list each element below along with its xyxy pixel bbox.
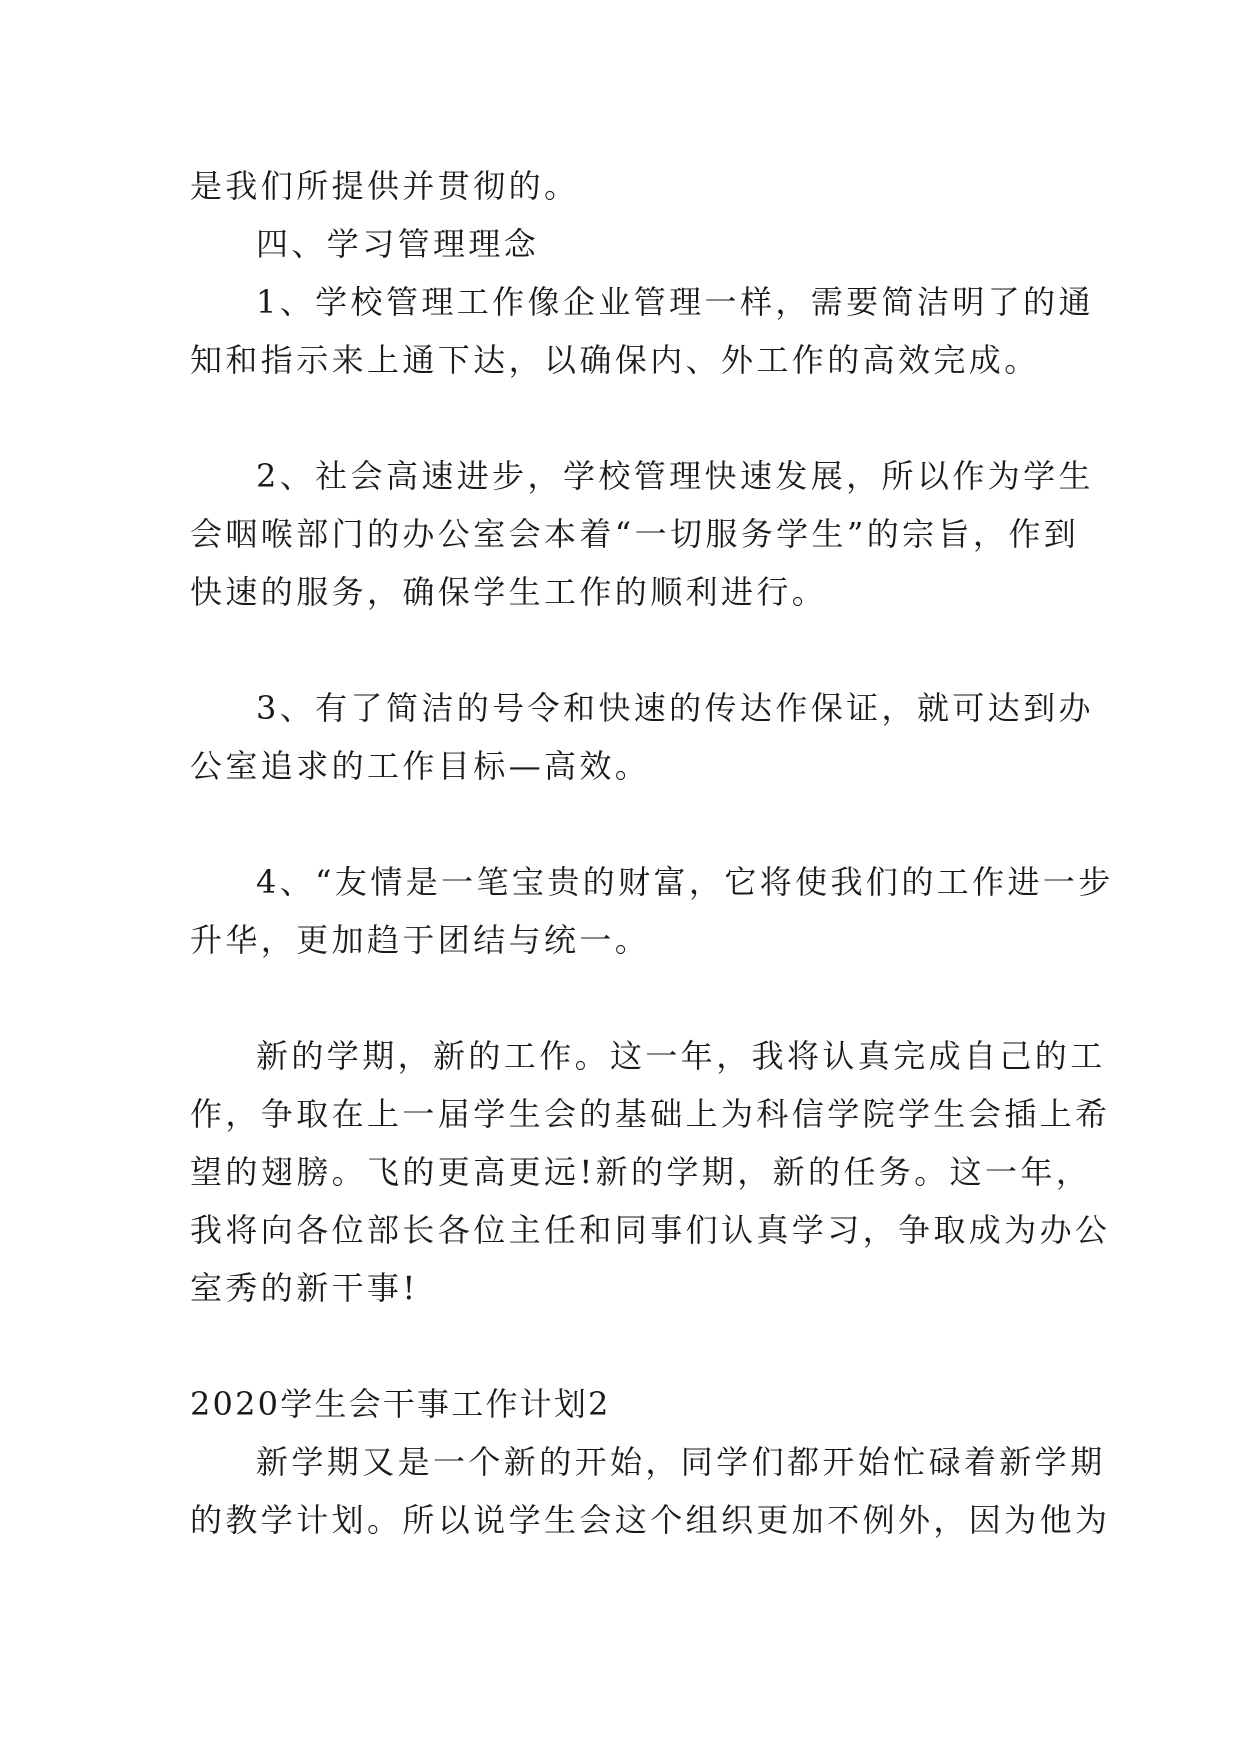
paragraph-line: 会咽喉部门的办公室会本着“一切服务学生”的宗旨，作到 [190, 515, 1080, 553]
paragraph-line: 2、社会高速进步，学校管理快速发展，所以作为学生 [256, 457, 1094, 495]
paragraph-line: 公室追求的工作目标—高效。 [190, 747, 651, 785]
paragraph-line: 快速的服务，确保学生工作的顺利进行。 [190, 573, 828, 611]
paragraph-line: 新的学期，新的工作。这一年，我将认真完成自己的工 [256, 1037, 1106, 1075]
paragraph-line: 升华，更加趋于团结与统一。 [190, 921, 651, 959]
paragraph-line: 室秀的新干事! [190, 1269, 419, 1307]
paragraph-line: 1、学校管理工作像企业管理一样，需要简洁明了的通 [256, 283, 1094, 321]
paragraph-line: 作，争取在上一届学生会的基础上为科信学院学生会插上希 [190, 1095, 1111, 1133]
paragraph-line: 是我们所提供并贯彻的。 [190, 167, 580, 205]
section-heading: 四、学习管理理念 [256, 225, 540, 263]
paragraph-line: 4、“友情是一笔宝贵的财富，它将使我们的工作进一步 [256, 863, 1114, 901]
paragraph-line: 知和指示来上通下达，以确保内、外工作的高效完成。 [190, 341, 1040, 379]
paragraph-line: 新学期又是一个新的开始，同学们都开始忙碌着新学期 [256, 1443, 1106, 1481]
document-subtitle: 2020学生会干事工作计划2 [190, 1385, 611, 1423]
paragraph-line: 的教学计划。所以说学生会这个组织更加不例外，因为他为 [190, 1501, 1111, 1539]
paragraph-line: 望的翅膀。飞的更高更远!新的学期，新的任务。这一年， [190, 1153, 1092, 1191]
paragraph-line: 3、有了简洁的号令和快速的传达作保证，就可达到办 [256, 689, 1094, 727]
paragraph-line: 我将向各位部长各位主任和同事们认真学习，争取成为办公 [190, 1211, 1111, 1249]
